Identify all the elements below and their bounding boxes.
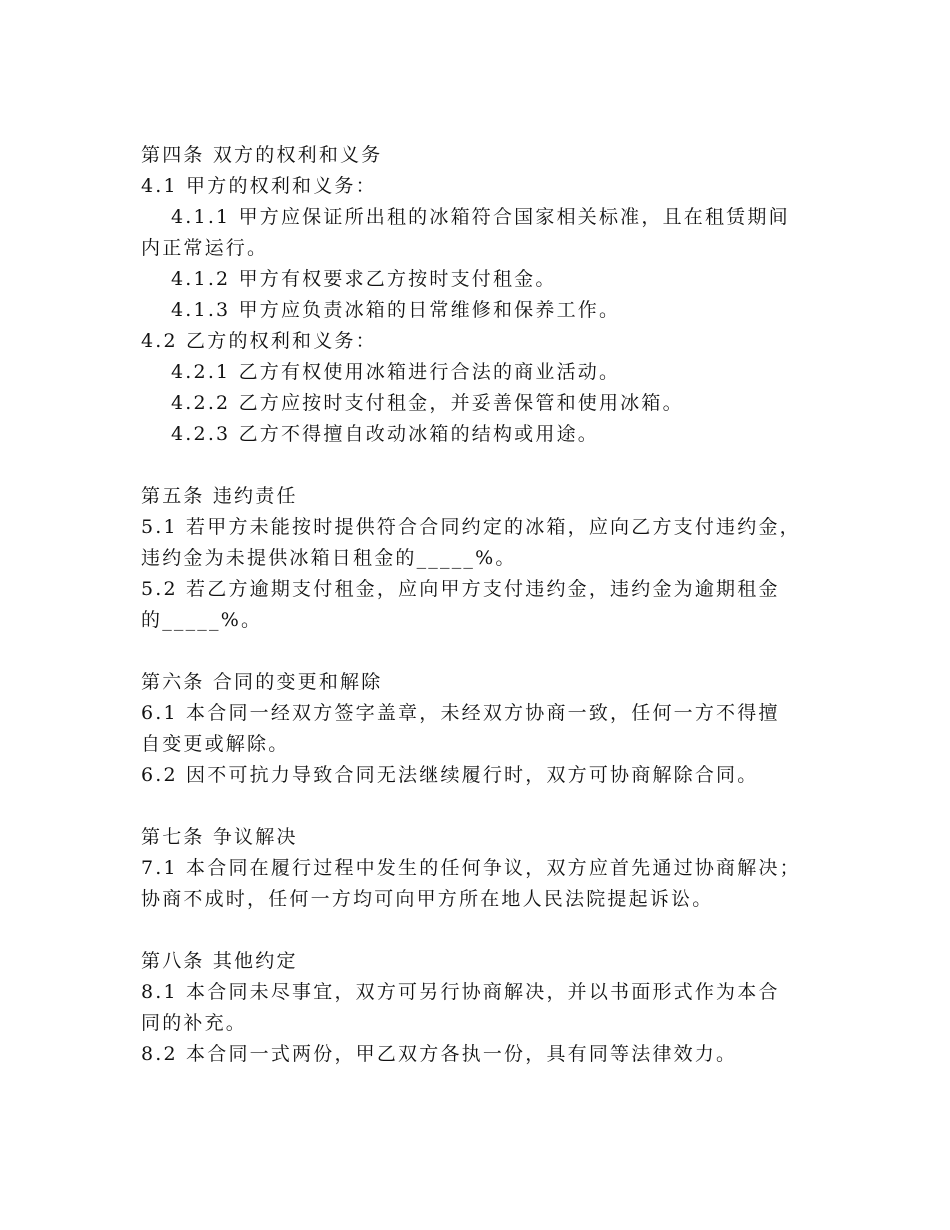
clause-5-1-line-1: 5.1 若甲方未能按时提供符合合同约定的冰箱，应向乙方支付违约金，: [141, 516, 801, 538]
article-6-title: 第六条 合同的变更和解除: [141, 671, 383, 693]
clause-6-1-line-1: 6.1 本合同一经双方签字盖章，未经双方协商一致，任何一方不得擅: [141, 702, 780, 724]
clause-6-2: 6.2 因不可抗力导致合同无法继续履行时，双方可协商解除合同。: [141, 764, 759, 786]
article-4: [141, 140, 841, 450]
clause-4-2-2: 4.2.2 乙方应按时支付租金，并妥善保管和使用冰箱。: [171, 392, 684, 414]
contract-body: [141, 140, 841, 1070]
clause-4-1-2: 4.1.2 甲方有权要求乙方按时支付租金。: [171, 268, 557, 290]
clause-5-2-line-2: 的_____%。: [141, 609, 263, 631]
spacer: [141, 450, 841, 481]
clause-4-1-3: 4.1.3 甲方应负责冰箱的日常维修和保养工作。: [171, 299, 621, 321]
article-8: [141, 946, 841, 1070]
clause-7-1-line-1: 7.1 本合同在履行过程中发生的任何争议，双方应首先通过协商解决；: [141, 857, 801, 879]
clause-8-1-line-2: 同的补充。: [141, 1012, 248, 1034]
spacer: [141, 915, 841, 946]
clause-4-1-1-line-1: 4.1.1 甲方应保证所出租的冰箱符合国家相关标准，且在租赁期间: [171, 206, 790, 228]
clause-5-1-line-2: 违约金为未提供冰箱日租金的_____%。: [141, 547, 517, 569]
article-4-title: 第四条 双方的权利和义务: [141, 144, 383, 166]
article-6: [141, 667, 841, 791]
clause-4-1: 4.1 甲方的权利和义务：: [141, 175, 377, 197]
clause-8-2: 8.2 本合同一式两份，甲乙双方各执一份，具有同等法律效力。: [141, 1043, 738, 1065]
clause-8-1-line-1: 8.1 本合同未尽事宜，双方可另行协商解决，并以书面形式作为本合: [141, 981, 780, 1003]
article-7-title: 第七条 争议解决: [141, 826, 298, 848]
clause-6-1-line-2: 自变更或解除。: [141, 733, 290, 755]
clause-4-1-1-line-2: 内正常运行。: [141, 237, 269, 259]
clause-4-2-1: 4.2.1 乙方有权使用冰箱进行合法的商业活动。: [171, 361, 621, 383]
clause-4-2: 4.2 乙方的权利和义务：: [141, 330, 377, 352]
article-5-title: 第五条 违约责任: [141, 485, 298, 507]
spacer: [141, 636, 841, 667]
clause-4-2-3: 4.2.3 乙方不得擅自改动冰箱的结构或用途。: [171, 423, 599, 445]
clause-5-2-line-1: 5.2 若乙方逾期支付租金，应向甲方支付违约金，违约金为逾期租金: [141, 578, 780, 600]
article-7: [141, 822, 841, 915]
article-5: [141, 481, 841, 636]
spacer: [141, 791, 841, 822]
article-8-title: 第八条 其他约定: [141, 950, 298, 972]
clause-7-1-line-2: 协商不成时，任何一方均可向甲方所在地人民法院提起诉讼。: [141, 888, 714, 910]
